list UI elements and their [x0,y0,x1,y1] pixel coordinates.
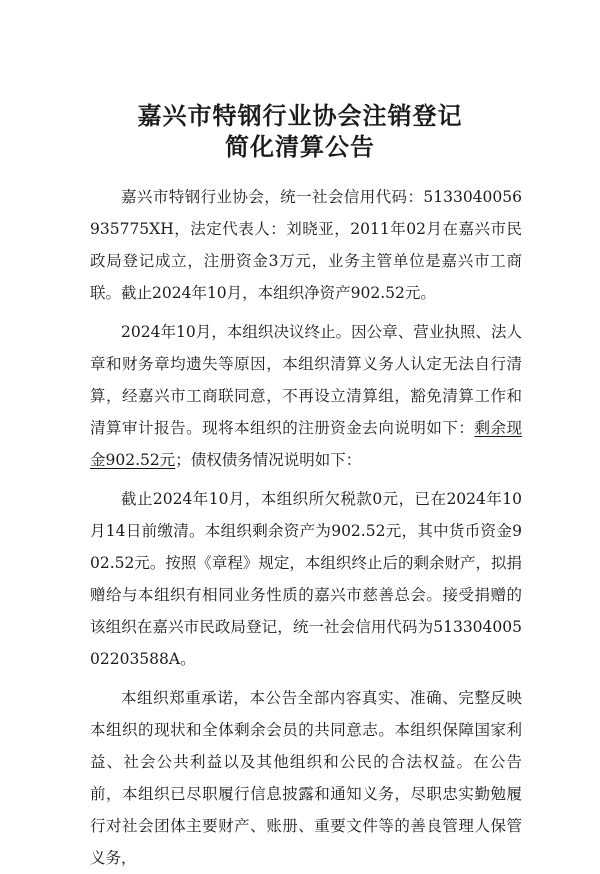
remaining-cash-underlined: 剩余现金902.52元 [90,419,522,469]
document-title-line2: 简化清算公告 [225,133,375,161]
paragraph-commitment: 本组织郑重承诺，本公告全部内容真实、准确、完整反映本组织的现状和全体剩余会员的共同意志。本组织保障国家利益、社会公共利益以及其他组织和公民的合法权益。在公告前，本组织已尽职履行信息披露和通知义务，尽职忠实勤勉履行对社会团体主要财产、账册、重要文件等的善良管理人保管义务， [90,689,522,867]
debt-statement-lead: ；债权债务情况说明如下： [175,451,362,469]
document-body [90,181,522,874]
paragraph-organization-info: 嘉兴市特钢行业协会，统一社会信用代码：5133040056935775XH，法定代表人：刘晓亚，2011年02月在嘉兴市民政局登记成立，注册资金3万元，业务主管单位是嘉兴市工商联。截止2024年10月，本组织净资产902.52元。 [90,188,522,302]
document-title-line1: 嘉兴市特钢行业协会注销登记 [137,102,463,130]
paragraph-assets: 截止2024年10月，本组织所欠税款0元，已在2024年10月14日前缴清。本组织剩余资产为902.52元，其中货币资金902.52元。按照《章程》规定，本组织终止后的剩余财产，拟捐赠给与本组织有相同业务性质的嘉兴市慈善总会。接受捐赠的该组织在嘉兴市民政局登记，统一社会信用代码为51330400502203588A。 [90,490,522,668]
paragraph-termination [90,316,522,476]
termination-text: 2024年10月，本组织决议终止。因公章、营业执照、法人章和财务章均遗失等原因，本组织清算义务人认定无法自行清算，经嘉兴市工商联同意，不再设立清算组，豁免清算工作和清算审计报告。现将本组织的注册资金去向说明如下： [90,323,522,437]
